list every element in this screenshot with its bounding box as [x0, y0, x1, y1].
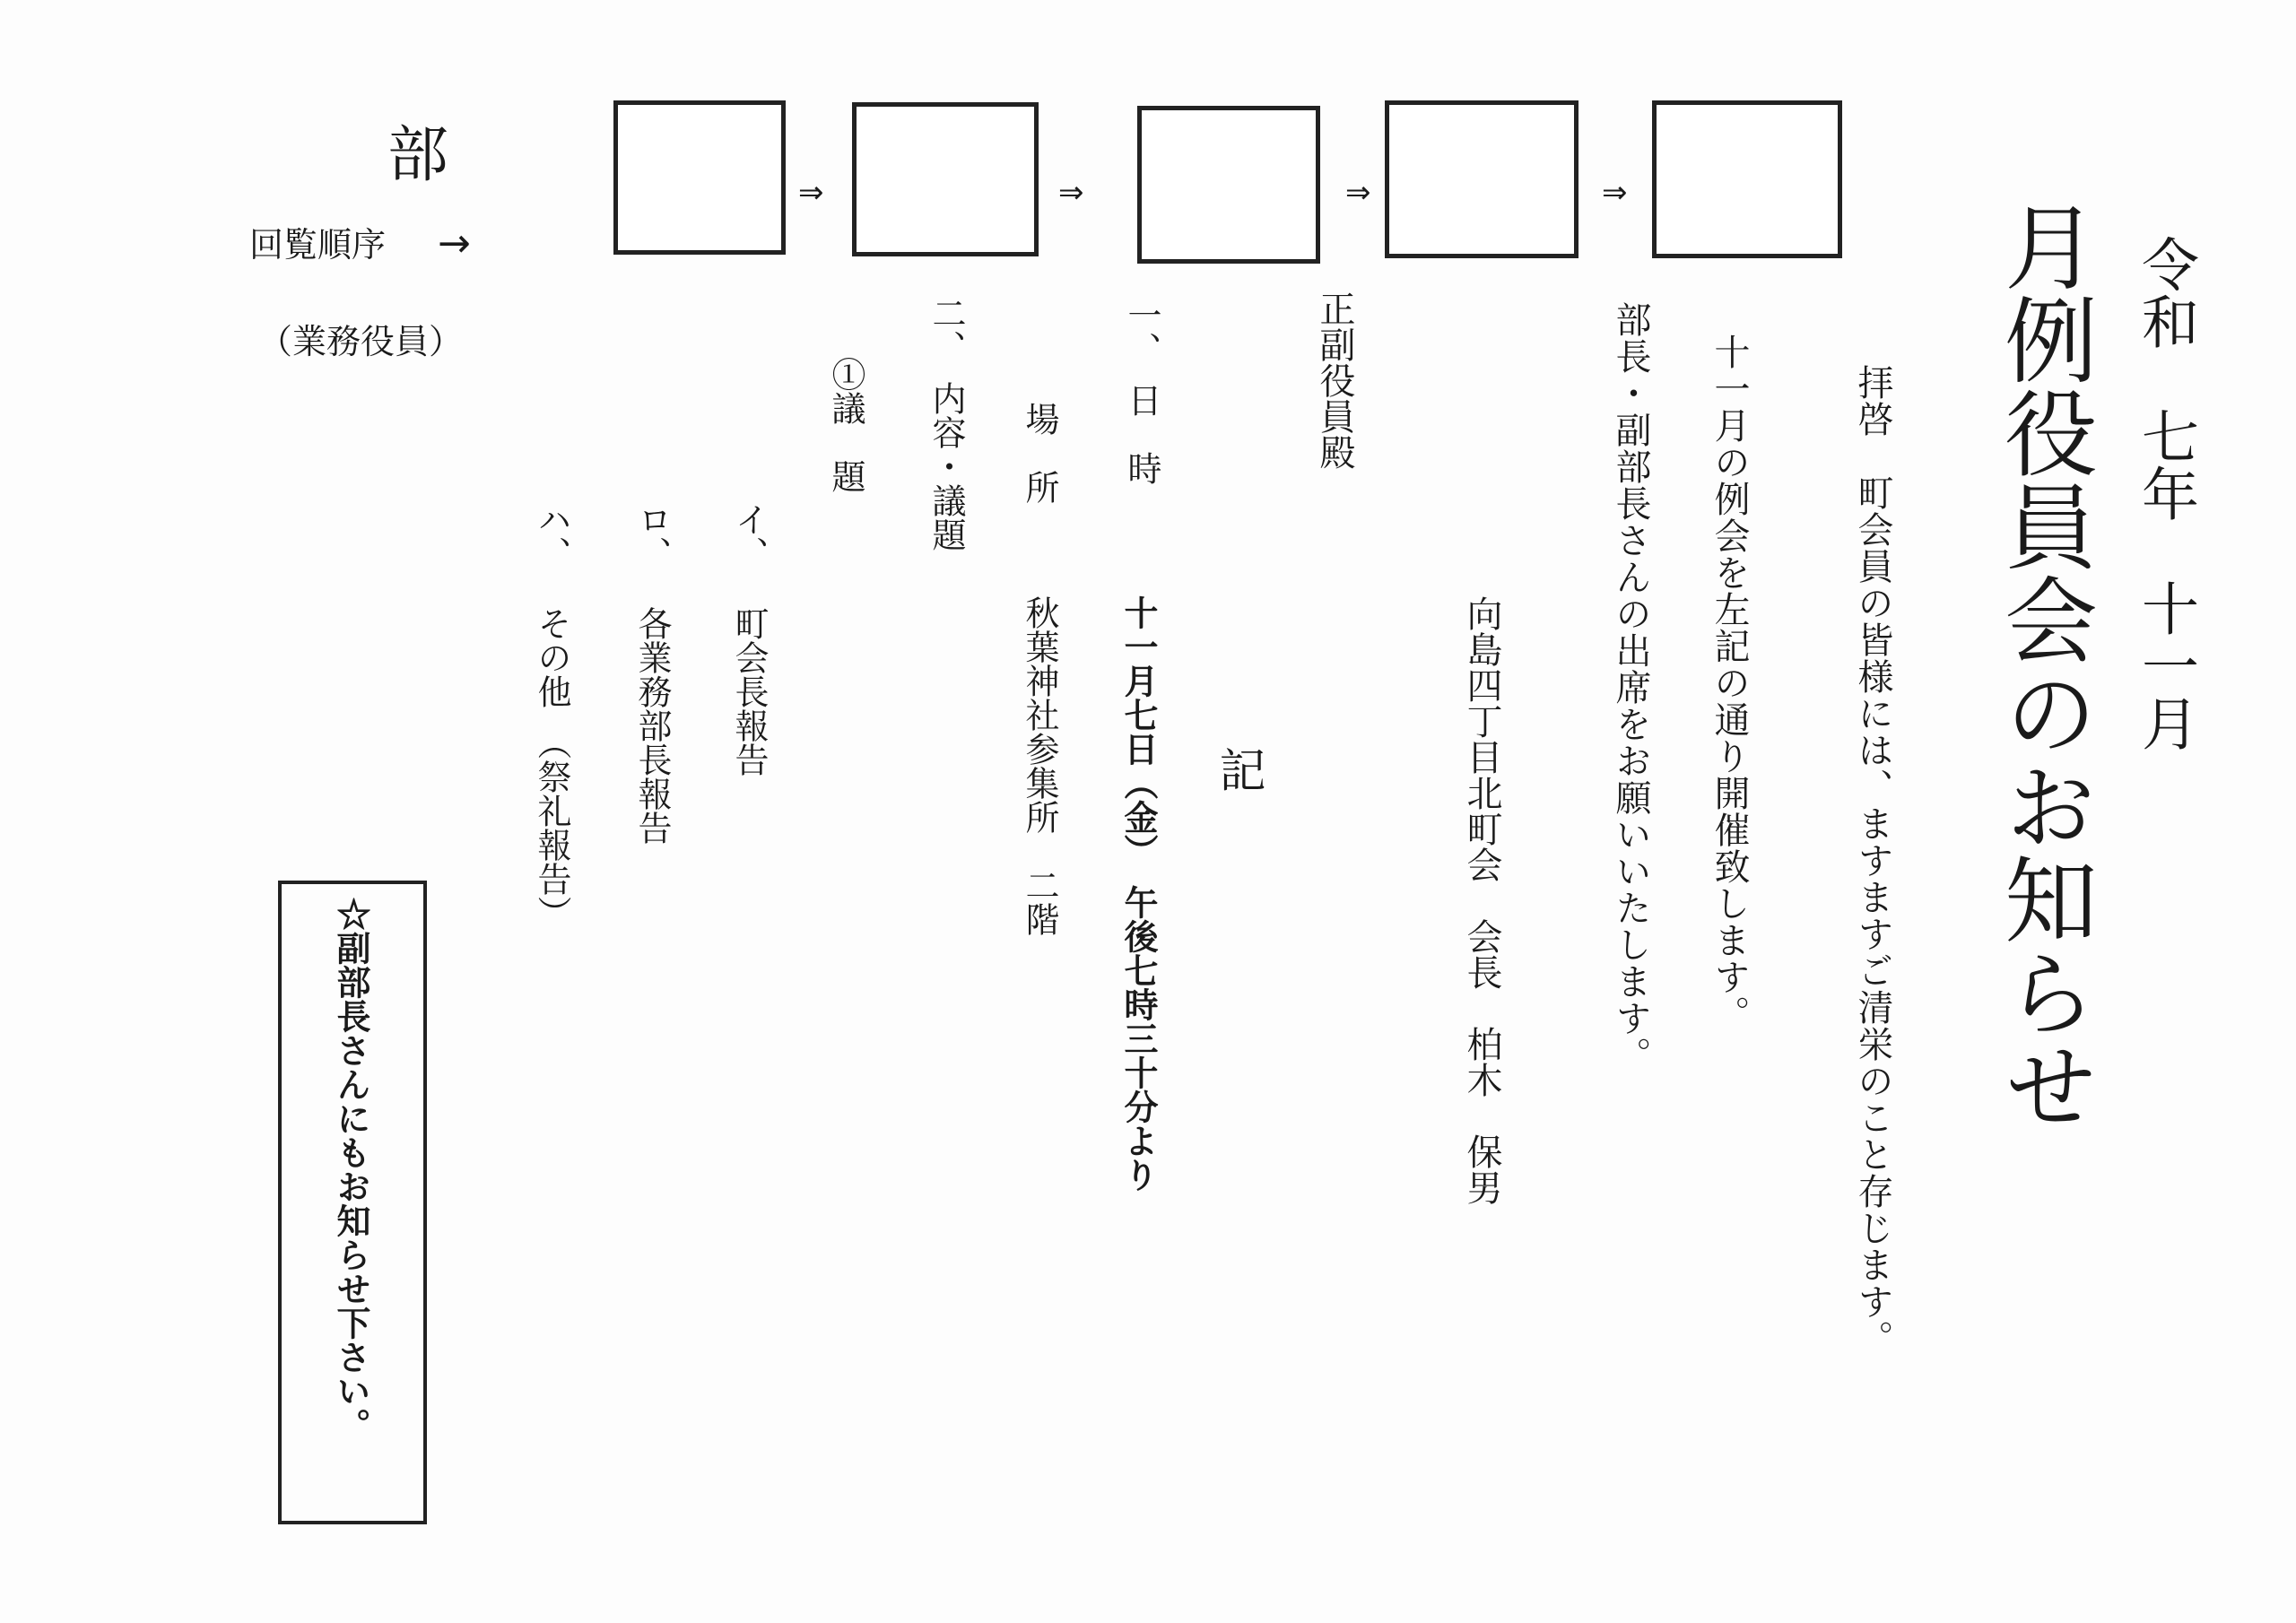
body-line-3: 部長・副部長さんの出席をお願いいたします。 — [1610, 301, 1651, 1073]
item-ha-text: その他 （祭礼報告） — [532, 606, 571, 930]
officer-label: （業務役員） — [258, 322, 464, 361]
item-ro-marker: ロ、 — [632, 502, 672, 570]
content-heading: 二、 内容・議題 — [926, 296, 966, 551]
place-heading: 場 所 — [1020, 402, 1059, 504]
body-line-2: 十一月の例会を左記の通り開催致します。 — [1709, 334, 1750, 1032]
item-ha-marker: ハ、 — [532, 502, 571, 570]
date-value: 十一月七日（金） 午後七時三十分より — [1118, 595, 1159, 1192]
date-heading: 一、 日 時 — [1122, 298, 1161, 485]
flow-arrow-icon: ⇒ — [1602, 175, 1628, 211]
circulation-box-1 — [613, 100, 786, 255]
circulation-arrow-icon: → — [438, 221, 471, 266]
date-title: 令和 七年 十一月 — [2132, 235, 2198, 751]
circulation-order-label: 回覧順序 — [249, 225, 387, 265]
item-i-marker: イ、 — [729, 502, 769, 570]
agenda-heading: ①議 題 — [826, 357, 865, 493]
circulation-box-3 — [1137, 106, 1320, 264]
ki-label: 記 — [1211, 746, 1265, 793]
circulation-box-5 — [1652, 100, 1842, 258]
item-i-text: 町会長報告 — [729, 606, 769, 777]
flow-arrow-icon: ⇒ — [1345, 175, 1371, 211]
item-ro-text: 各業務部長報告 — [632, 606, 672, 845]
place-value: 秋葉神社参集所 二階 — [1020, 595, 1059, 936]
notice-text: ☆副部長さんにもお知らせ下さい。 — [331, 897, 371, 1442]
flow-arrow-icon: ⇒ — [798, 175, 824, 211]
sender-signature: 向島四丁目北町会 会長 柏木 保男 — [1461, 595, 1502, 1205]
recipient-text: 正副役員殿 — [1314, 291, 1355, 470]
dept-label: 部 — [387, 120, 449, 191]
greeting-text: 拝啓 町会員の皆様には、ますますご清栄のこと存じます。 — [1852, 364, 1893, 1357]
circulation-box-2 — [852, 102, 1039, 256]
circulation-box-4 — [1385, 100, 1578, 258]
page-title: 月例役員会のお知らせ — [1988, 199, 2098, 1132]
flow-arrow-icon: ⇒ — [1058, 175, 1084, 211]
